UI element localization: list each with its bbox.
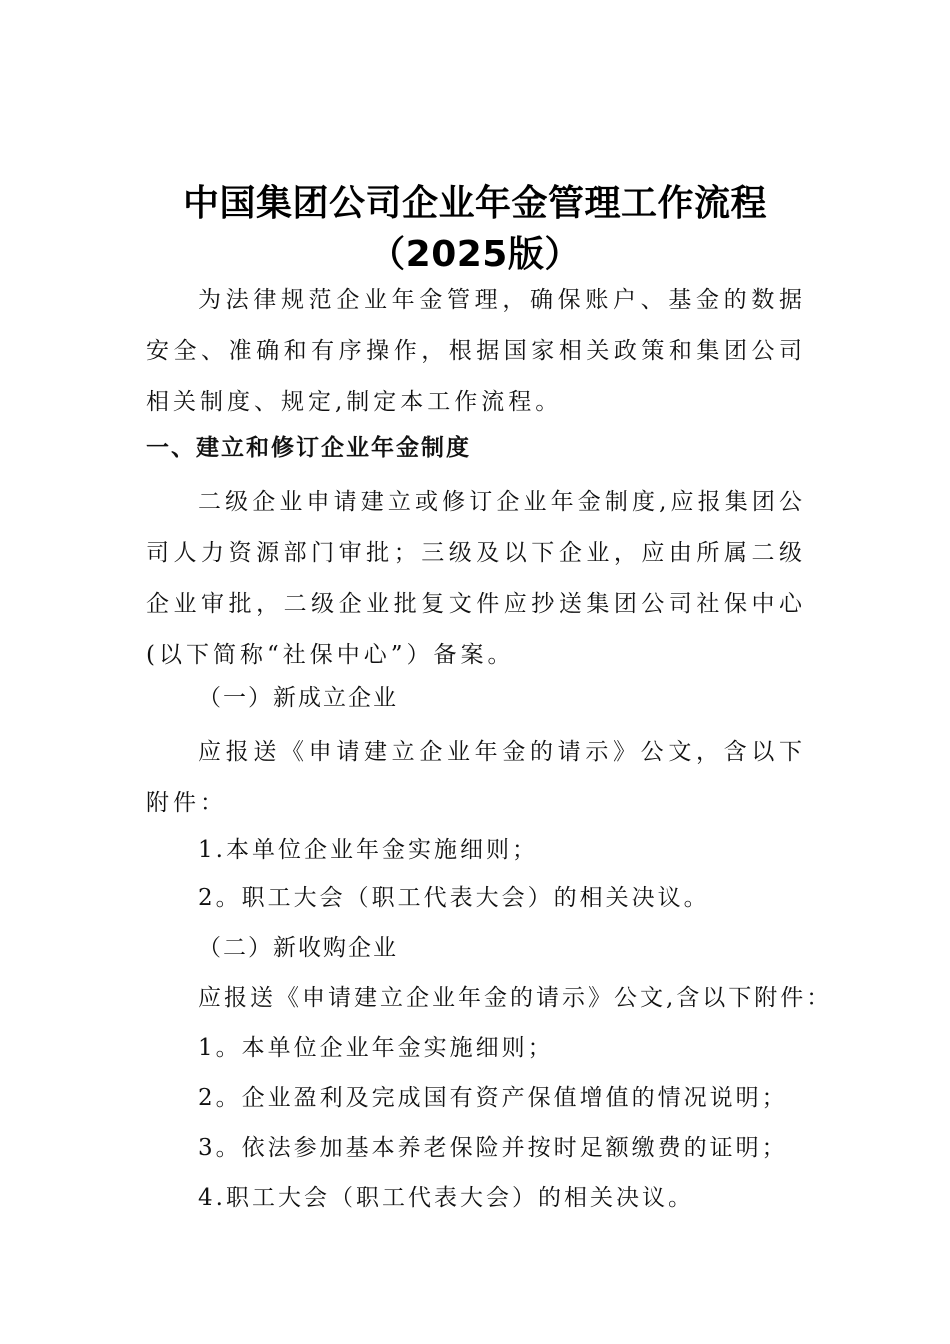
list-item: 1.本单位企业年金实施细则；: [198, 837, 538, 863]
list-item: 1。本单位企业年金实施细则；: [198, 1035, 554, 1061]
list-item: 2。职工大会（职工代表大会）的相关决议。: [198, 885, 710, 911]
intro-paragraph: 为法律规范企业年金管理，确保账户、基金的数据安全、准确和有序操作，根据国家相关政策和集团公司相关制度、规定,制定本工作流程。: [146, 287, 806, 415]
list-item: 3。依法参加基本养老保险并按时足额缴费的证明；: [198, 1135, 788, 1161]
document-title: 中国集团公司企业年金管理工作流程: [182, 183, 767, 224]
document-version: （2025版）: [369, 234, 581, 275]
list-item: 2。企业盈利及完成国有资产保值增值的情况说明；: [198, 1085, 788, 1111]
section-1-body: 二级企业申请建立或修订企业年金制度,应报集团公司人力资源部门审批；三级及以下企业，应由所属二级企业审批，二级企业批复文件应抄送集团公司社保中心(以下简称“社保中心”）备案。: [146, 489, 806, 668]
section-1-heading: 一、建立和修订企业年金制度: [146, 435, 471, 461]
subsection-1-body: 应报送《申请建立企业年金的请示》公文，含以下附件：: [146, 739, 806, 816]
subsection-1-heading: （一）新成立企业: [198, 685, 398, 711]
list-item: 4.职工大会（职工代表大会）的相关决议。: [198, 1185, 694, 1211]
subsection-2-body: 应报送《申请建立企业年金的请示》公文,含以下附件：: [198, 985, 833, 1011]
subsection-2-heading: （二）新收购企业: [198, 935, 398, 961]
